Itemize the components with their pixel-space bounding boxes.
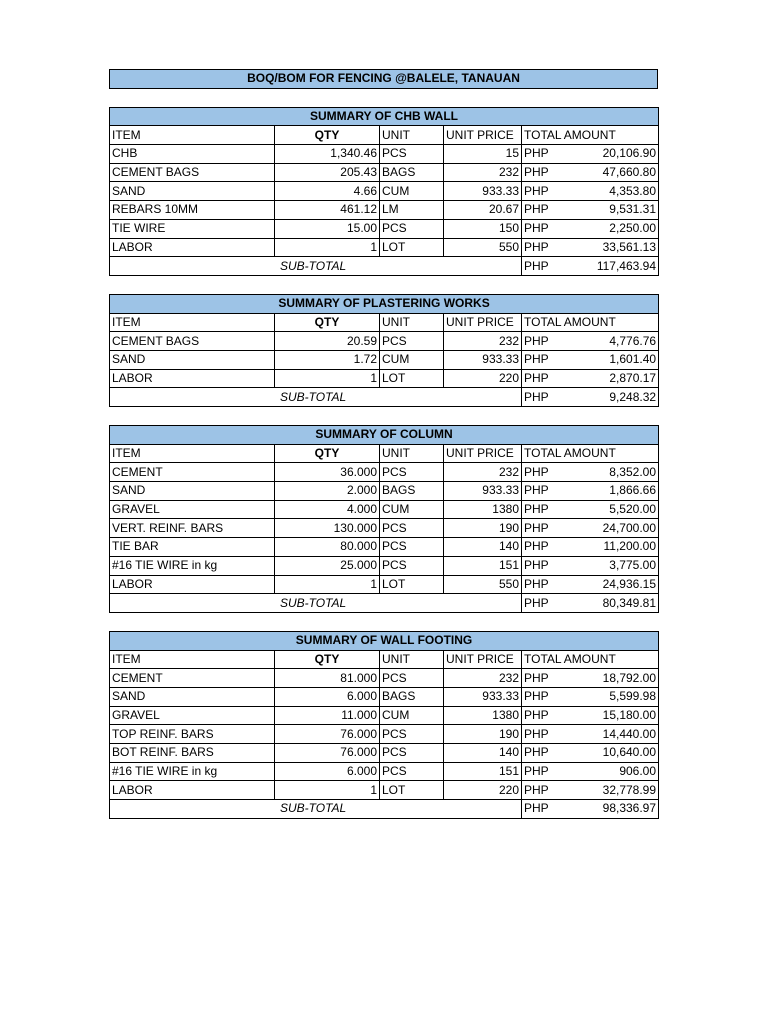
qty-cell: 2.000 bbox=[275, 482, 380, 501]
qty-cell: 81.000 bbox=[275, 669, 380, 688]
item-cell: LABOR bbox=[110, 369, 275, 388]
summary-table bbox=[109, 425, 659, 613]
currency-cell: PHP bbox=[522, 201, 564, 220]
header-qty: QTY bbox=[275, 650, 380, 669]
amount-cell: 5,599.98 bbox=[564, 687, 659, 706]
item-cell: #16 TIE WIRE in kg bbox=[110, 556, 275, 575]
unit-price-cell: 140 bbox=[444, 744, 522, 763]
unit-cell: PCS bbox=[380, 332, 444, 351]
qty-cell: 6.000 bbox=[275, 762, 380, 781]
qty-cell: 4.000 bbox=[275, 500, 380, 519]
currency-cell: PHP bbox=[522, 556, 564, 575]
unit-price-cell: 933.33 bbox=[444, 182, 522, 201]
amount-cell: 906.00 bbox=[564, 762, 659, 781]
currency-cell: PHP bbox=[522, 332, 564, 351]
table-row bbox=[110, 744, 659, 763]
amount-cell: 10,640.00 bbox=[564, 744, 659, 763]
item-cell: TOP REINF. BARS bbox=[110, 725, 275, 744]
amount-cell: 1,601.40 bbox=[564, 350, 659, 369]
amount-cell: 32,778.99 bbox=[564, 781, 659, 800]
item-cell: GRAVEL bbox=[110, 706, 275, 725]
table-row bbox=[110, 725, 659, 744]
qty-cell: 1 bbox=[275, 369, 380, 388]
qty-cell: 6.000 bbox=[275, 687, 380, 706]
qty-cell: 25.000 bbox=[275, 556, 380, 575]
subtotal-label: SUB-TOTAL bbox=[110, 388, 522, 407]
qty-cell: 205.43 bbox=[275, 163, 380, 182]
header-item: ITEM bbox=[110, 650, 275, 669]
amount-cell: 20,106.90 bbox=[564, 145, 659, 164]
header-unit-price: UNIT PRICE bbox=[444, 444, 522, 463]
qty-cell: 1.72 bbox=[275, 350, 380, 369]
unit-cell: PCS bbox=[380, 519, 444, 538]
item-cell: TIE WIRE bbox=[110, 219, 275, 238]
header-total-amount: TOTAL AMOUNT bbox=[522, 650, 659, 669]
amount-cell: 15,180.00 bbox=[564, 706, 659, 725]
unit-price-cell: 232 bbox=[444, 163, 522, 182]
unit-price-cell: 220 bbox=[444, 781, 522, 800]
subtotal-currency: PHP bbox=[522, 800, 564, 819]
subtotal-currency: PHP bbox=[522, 594, 564, 613]
qty-cell: 36.000 bbox=[275, 463, 380, 482]
unit-cell: PCS bbox=[380, 219, 444, 238]
currency-cell: PHP bbox=[522, 706, 564, 725]
table-row bbox=[110, 706, 659, 725]
amount-cell: 2,250.00 bbox=[564, 219, 659, 238]
item-cell: GRAVEL bbox=[110, 500, 275, 519]
amount-cell: 18,792.00 bbox=[564, 669, 659, 688]
header-row bbox=[110, 650, 659, 669]
table-row bbox=[110, 781, 659, 800]
currency-cell: PHP bbox=[522, 350, 564, 369]
currency-cell: PHP bbox=[522, 744, 564, 763]
qty-cell: 1 bbox=[275, 781, 380, 800]
subtotal-row bbox=[110, 388, 659, 407]
amount-cell: 14,440.00 bbox=[564, 725, 659, 744]
section-title: SUMMARY OF COLUMN bbox=[110, 426, 659, 445]
unit-cell: BAGS bbox=[380, 687, 444, 706]
unit-cell: PCS bbox=[380, 744, 444, 763]
unit-price-cell: 1380 bbox=[444, 500, 522, 519]
currency-cell: PHP bbox=[522, 781, 564, 800]
qty-cell: 130.000 bbox=[275, 519, 380, 538]
unit-cell: PCS bbox=[380, 556, 444, 575]
qty-cell: 4.66 bbox=[275, 182, 380, 201]
document-title: BOQ/BOM FOR FENCING @BALELE, TANAUAN bbox=[110, 70, 658, 89]
table-row bbox=[110, 519, 659, 538]
qty-cell: 1,340.46 bbox=[275, 145, 380, 164]
subtotal-row bbox=[110, 257, 659, 276]
amount-cell: 3,775.00 bbox=[564, 556, 659, 575]
amount-cell: 33,561.13 bbox=[564, 238, 659, 257]
item-cell: CEMENT BAGS bbox=[110, 163, 275, 182]
subtotal-amount: 9,248.32 bbox=[564, 388, 659, 407]
unit-cell: LOT bbox=[380, 238, 444, 257]
unit-cell: PCS bbox=[380, 463, 444, 482]
unit-cell: LM bbox=[380, 201, 444, 220]
unit-cell: PCS bbox=[380, 538, 444, 557]
currency-cell: PHP bbox=[522, 163, 564, 182]
header-qty: QTY bbox=[275, 313, 380, 332]
unit-cell: CUM bbox=[380, 182, 444, 201]
unit-price-cell: 140 bbox=[444, 538, 522, 557]
unit-cell: CUM bbox=[380, 706, 444, 725]
unit-price-cell: 15 bbox=[444, 145, 522, 164]
subtotal-label: SUB-TOTAL bbox=[110, 257, 522, 276]
unit-price-cell: 151 bbox=[444, 762, 522, 781]
unit-cell: CUM bbox=[380, 350, 444, 369]
amount-cell: 24,936.15 bbox=[564, 575, 659, 594]
currency-cell: PHP bbox=[522, 725, 564, 744]
amount-cell: 24,700.00 bbox=[564, 519, 659, 538]
currency-cell: PHP bbox=[522, 575, 564, 594]
header-total-amount: TOTAL AMOUNT bbox=[522, 313, 659, 332]
unit-cell: LOT bbox=[380, 369, 444, 388]
item-cell: TIE BAR bbox=[110, 538, 275, 557]
amount-cell: 2,870.17 bbox=[564, 369, 659, 388]
currency-cell: PHP bbox=[522, 369, 564, 388]
unit-price-cell: 933.33 bbox=[444, 482, 522, 501]
summary-table bbox=[109, 631, 659, 819]
table-row bbox=[110, 556, 659, 575]
section-title-row bbox=[110, 426, 659, 445]
header-total-amount: TOTAL AMOUNT bbox=[522, 126, 659, 145]
section-title-row bbox=[110, 294, 659, 313]
currency-cell: PHP bbox=[522, 669, 564, 688]
amount-cell: 5,520.00 bbox=[564, 500, 659, 519]
currency-cell: PHP bbox=[522, 500, 564, 519]
item-cell: LABOR bbox=[110, 575, 275, 594]
unit-cell: LOT bbox=[380, 575, 444, 594]
table-row bbox=[110, 163, 659, 182]
currency-cell: PHP bbox=[522, 463, 564, 482]
table-row bbox=[110, 669, 659, 688]
amount-cell: 11,200.00 bbox=[564, 538, 659, 557]
unit-price-cell: 550 bbox=[444, 575, 522, 594]
unit-cell: PCS bbox=[380, 762, 444, 781]
table-row bbox=[110, 575, 659, 594]
unit-cell: PCS bbox=[380, 145, 444, 164]
amount-cell: 47,660.80 bbox=[564, 163, 659, 182]
table-row bbox=[110, 463, 659, 482]
unit-price-cell: 550 bbox=[444, 238, 522, 257]
header-row bbox=[110, 444, 659, 463]
unit-price-cell: 933.33 bbox=[444, 350, 522, 369]
header-unit: UNIT bbox=[380, 650, 444, 669]
qty-cell: 80.000 bbox=[275, 538, 380, 557]
unit-price-cell: 20.67 bbox=[444, 201, 522, 220]
table-row bbox=[110, 482, 659, 501]
currency-cell: PHP bbox=[522, 687, 564, 706]
table-row bbox=[110, 369, 659, 388]
qty-cell: 20.59 bbox=[275, 332, 380, 351]
table-row bbox=[110, 201, 659, 220]
qty-cell: 76.000 bbox=[275, 744, 380, 763]
unit-price-cell: 151 bbox=[444, 556, 522, 575]
unit-price-cell: 1380 bbox=[444, 706, 522, 725]
section-title: SUMMARY OF PLASTERING WORKS bbox=[110, 294, 659, 313]
item-cell: CEMENT bbox=[110, 463, 275, 482]
item-cell: CHB bbox=[110, 145, 275, 164]
unit-cell: PCS bbox=[380, 669, 444, 688]
section-gap bbox=[109, 407, 658, 425]
unit-price-cell: 232 bbox=[444, 332, 522, 351]
currency-cell: PHP bbox=[522, 219, 564, 238]
section-title: SUMMARY OF WALL FOOTING bbox=[110, 631, 659, 650]
subtotal-currency: PHP bbox=[522, 388, 564, 407]
unit-price-cell: 190 bbox=[444, 725, 522, 744]
item-cell: SAND bbox=[110, 182, 275, 201]
unit-price-cell: 220 bbox=[444, 369, 522, 388]
table-row bbox=[110, 332, 659, 351]
currency-cell: PHP bbox=[522, 538, 564, 557]
header-unit: UNIT bbox=[380, 126, 444, 145]
header-unit-price: UNIT PRICE bbox=[444, 650, 522, 669]
item-cell: #16 TIE WIRE in kg bbox=[110, 762, 275, 781]
header-item: ITEM bbox=[110, 126, 275, 145]
table-row bbox=[110, 219, 659, 238]
amount-cell: 4,353.80 bbox=[564, 182, 659, 201]
item-cell: LABOR bbox=[110, 238, 275, 257]
section-gap bbox=[109, 276, 658, 294]
item-cell: SAND bbox=[110, 687, 275, 706]
table-row bbox=[110, 238, 659, 257]
subtotal-amount: 80,349.81 bbox=[564, 594, 659, 613]
section-title-row bbox=[110, 107, 659, 126]
item-cell: BOT REINF. BARS bbox=[110, 744, 275, 763]
header-qty: QTY bbox=[275, 126, 380, 145]
subtotal-amount: 98,336.97 bbox=[564, 800, 659, 819]
item-cell: SAND bbox=[110, 350, 275, 369]
summary-table bbox=[109, 294, 659, 407]
section-title: SUMMARY OF CHB WALL bbox=[110, 107, 659, 126]
currency-cell: PHP bbox=[522, 762, 564, 781]
subtotal-amount: 117,463.94 bbox=[564, 257, 659, 276]
item-cell: CEMENT bbox=[110, 669, 275, 688]
unit-cell: BAGS bbox=[380, 482, 444, 501]
item-cell: LABOR bbox=[110, 781, 275, 800]
qty-cell: 1 bbox=[275, 575, 380, 594]
summary-table bbox=[109, 107, 659, 276]
document-title-table bbox=[109, 69, 658, 89]
item-cell: VERT. REINF. BARS bbox=[110, 519, 275, 538]
currency-cell: PHP bbox=[522, 519, 564, 538]
currency-cell: PHP bbox=[522, 145, 564, 164]
table-row bbox=[110, 182, 659, 201]
section-title-row bbox=[110, 631, 659, 650]
subtotal-currency: PHP bbox=[522, 257, 564, 276]
header-row bbox=[110, 313, 659, 332]
item-cell: CEMENT BAGS bbox=[110, 332, 275, 351]
header-item: ITEM bbox=[110, 444, 275, 463]
subtotal-row bbox=[110, 594, 659, 613]
table-row bbox=[110, 762, 659, 781]
boq-sheet bbox=[109, 69, 658, 819]
currency-cell: PHP bbox=[522, 482, 564, 501]
qty-cell: 461.12 bbox=[275, 201, 380, 220]
header-qty: QTY bbox=[275, 444, 380, 463]
header-row bbox=[110, 126, 659, 145]
amount-cell: 8,352.00 bbox=[564, 463, 659, 482]
qty-cell: 15.00 bbox=[275, 219, 380, 238]
unit-price-cell: 232 bbox=[444, 463, 522, 482]
subtotal-label: SUB-TOTAL bbox=[110, 800, 522, 819]
subtotal-label: SUB-TOTAL bbox=[110, 594, 522, 613]
currency-cell: PHP bbox=[522, 238, 564, 257]
amount-cell: 1,866.66 bbox=[564, 482, 659, 501]
unit-cell: PCS bbox=[380, 725, 444, 744]
table-row bbox=[110, 538, 659, 557]
header-total-amount: TOTAL AMOUNT bbox=[522, 444, 659, 463]
table-row bbox=[110, 350, 659, 369]
currency-cell: PHP bbox=[522, 182, 564, 201]
header-unit-price: UNIT PRICE bbox=[444, 313, 522, 332]
header-unit: UNIT bbox=[380, 313, 444, 332]
sections-container bbox=[109, 107, 658, 819]
table-row bbox=[110, 500, 659, 519]
table-row bbox=[110, 687, 659, 706]
unit-price-cell: 933.33 bbox=[444, 687, 522, 706]
amount-cell: 9,531.31 bbox=[564, 201, 659, 220]
unit-price-cell: 232 bbox=[444, 669, 522, 688]
header-item: ITEM bbox=[110, 313, 275, 332]
qty-cell: 76.000 bbox=[275, 725, 380, 744]
unit-cell: CUM bbox=[380, 500, 444, 519]
qty-cell: 1 bbox=[275, 238, 380, 257]
unit-cell: LOT bbox=[380, 781, 444, 800]
unit-cell: BAGS bbox=[380, 163, 444, 182]
unit-price-cell: 150 bbox=[444, 219, 522, 238]
section-gap bbox=[109, 613, 658, 631]
item-cell: REBARS 10MM bbox=[110, 201, 275, 220]
subtotal-row bbox=[110, 800, 659, 819]
qty-cell: 11.000 bbox=[275, 706, 380, 725]
amount-cell: 4,776.76 bbox=[564, 332, 659, 351]
header-unit: UNIT bbox=[380, 444, 444, 463]
item-cell: SAND bbox=[110, 482, 275, 501]
unit-price-cell: 190 bbox=[444, 519, 522, 538]
table-row bbox=[110, 145, 659, 164]
header-unit-price: UNIT PRICE bbox=[444, 126, 522, 145]
